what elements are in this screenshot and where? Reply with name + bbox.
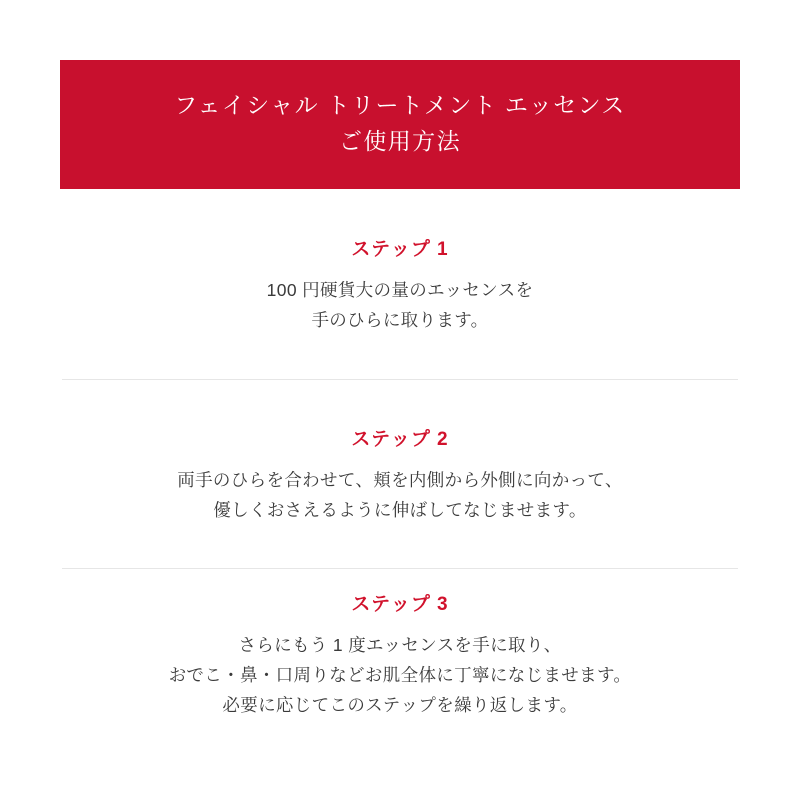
- step-title-2: ステップ 2: [351, 428, 449, 450]
- step-body-line: おでこ・鼻・口周りなどお肌全体に丁寧になじませます。: [168, 665, 632, 686]
- step-body-line: 優しくおさえるように伸ばしてなじませます。: [213, 499, 587, 520]
- step-item-1: [60, 189, 740, 379]
- step-body-3: [169, 630, 632, 720]
- instruction-card: [60, 60, 740, 740]
- step-body-line: 手のひらに取ります。: [311, 309, 489, 330]
- step-body-line: 100 円硬貨大の量のエッセンスを: [266, 279, 534, 300]
- step-body-line: 必要に応じてこのステップを繰り返します。: [222, 695, 578, 716]
- step-title-1: ステップ 1: [351, 238, 449, 260]
- step-title-3: ステップ 3: [351, 594, 449, 615]
- header-subtitle: ご使用方法: [339, 127, 461, 154]
- steps-list: [60, 189, 740, 740]
- step-body-line: 両手のひらを合わせて、頬を内側から外側に向かって、: [177, 469, 623, 490]
- step-body-line: さらにもう 1 度エッセンスを手に取り、: [238, 635, 562, 655]
- card-header: [60, 60, 740, 189]
- step-body-2: [177, 465, 623, 525]
- step-item-2: [60, 380, 740, 568]
- step-item-3: [60, 569, 740, 740]
- product-title: フェイシャル トリートメント エッセンス: [174, 92, 626, 118]
- step-body-1: [267, 275, 534, 335]
